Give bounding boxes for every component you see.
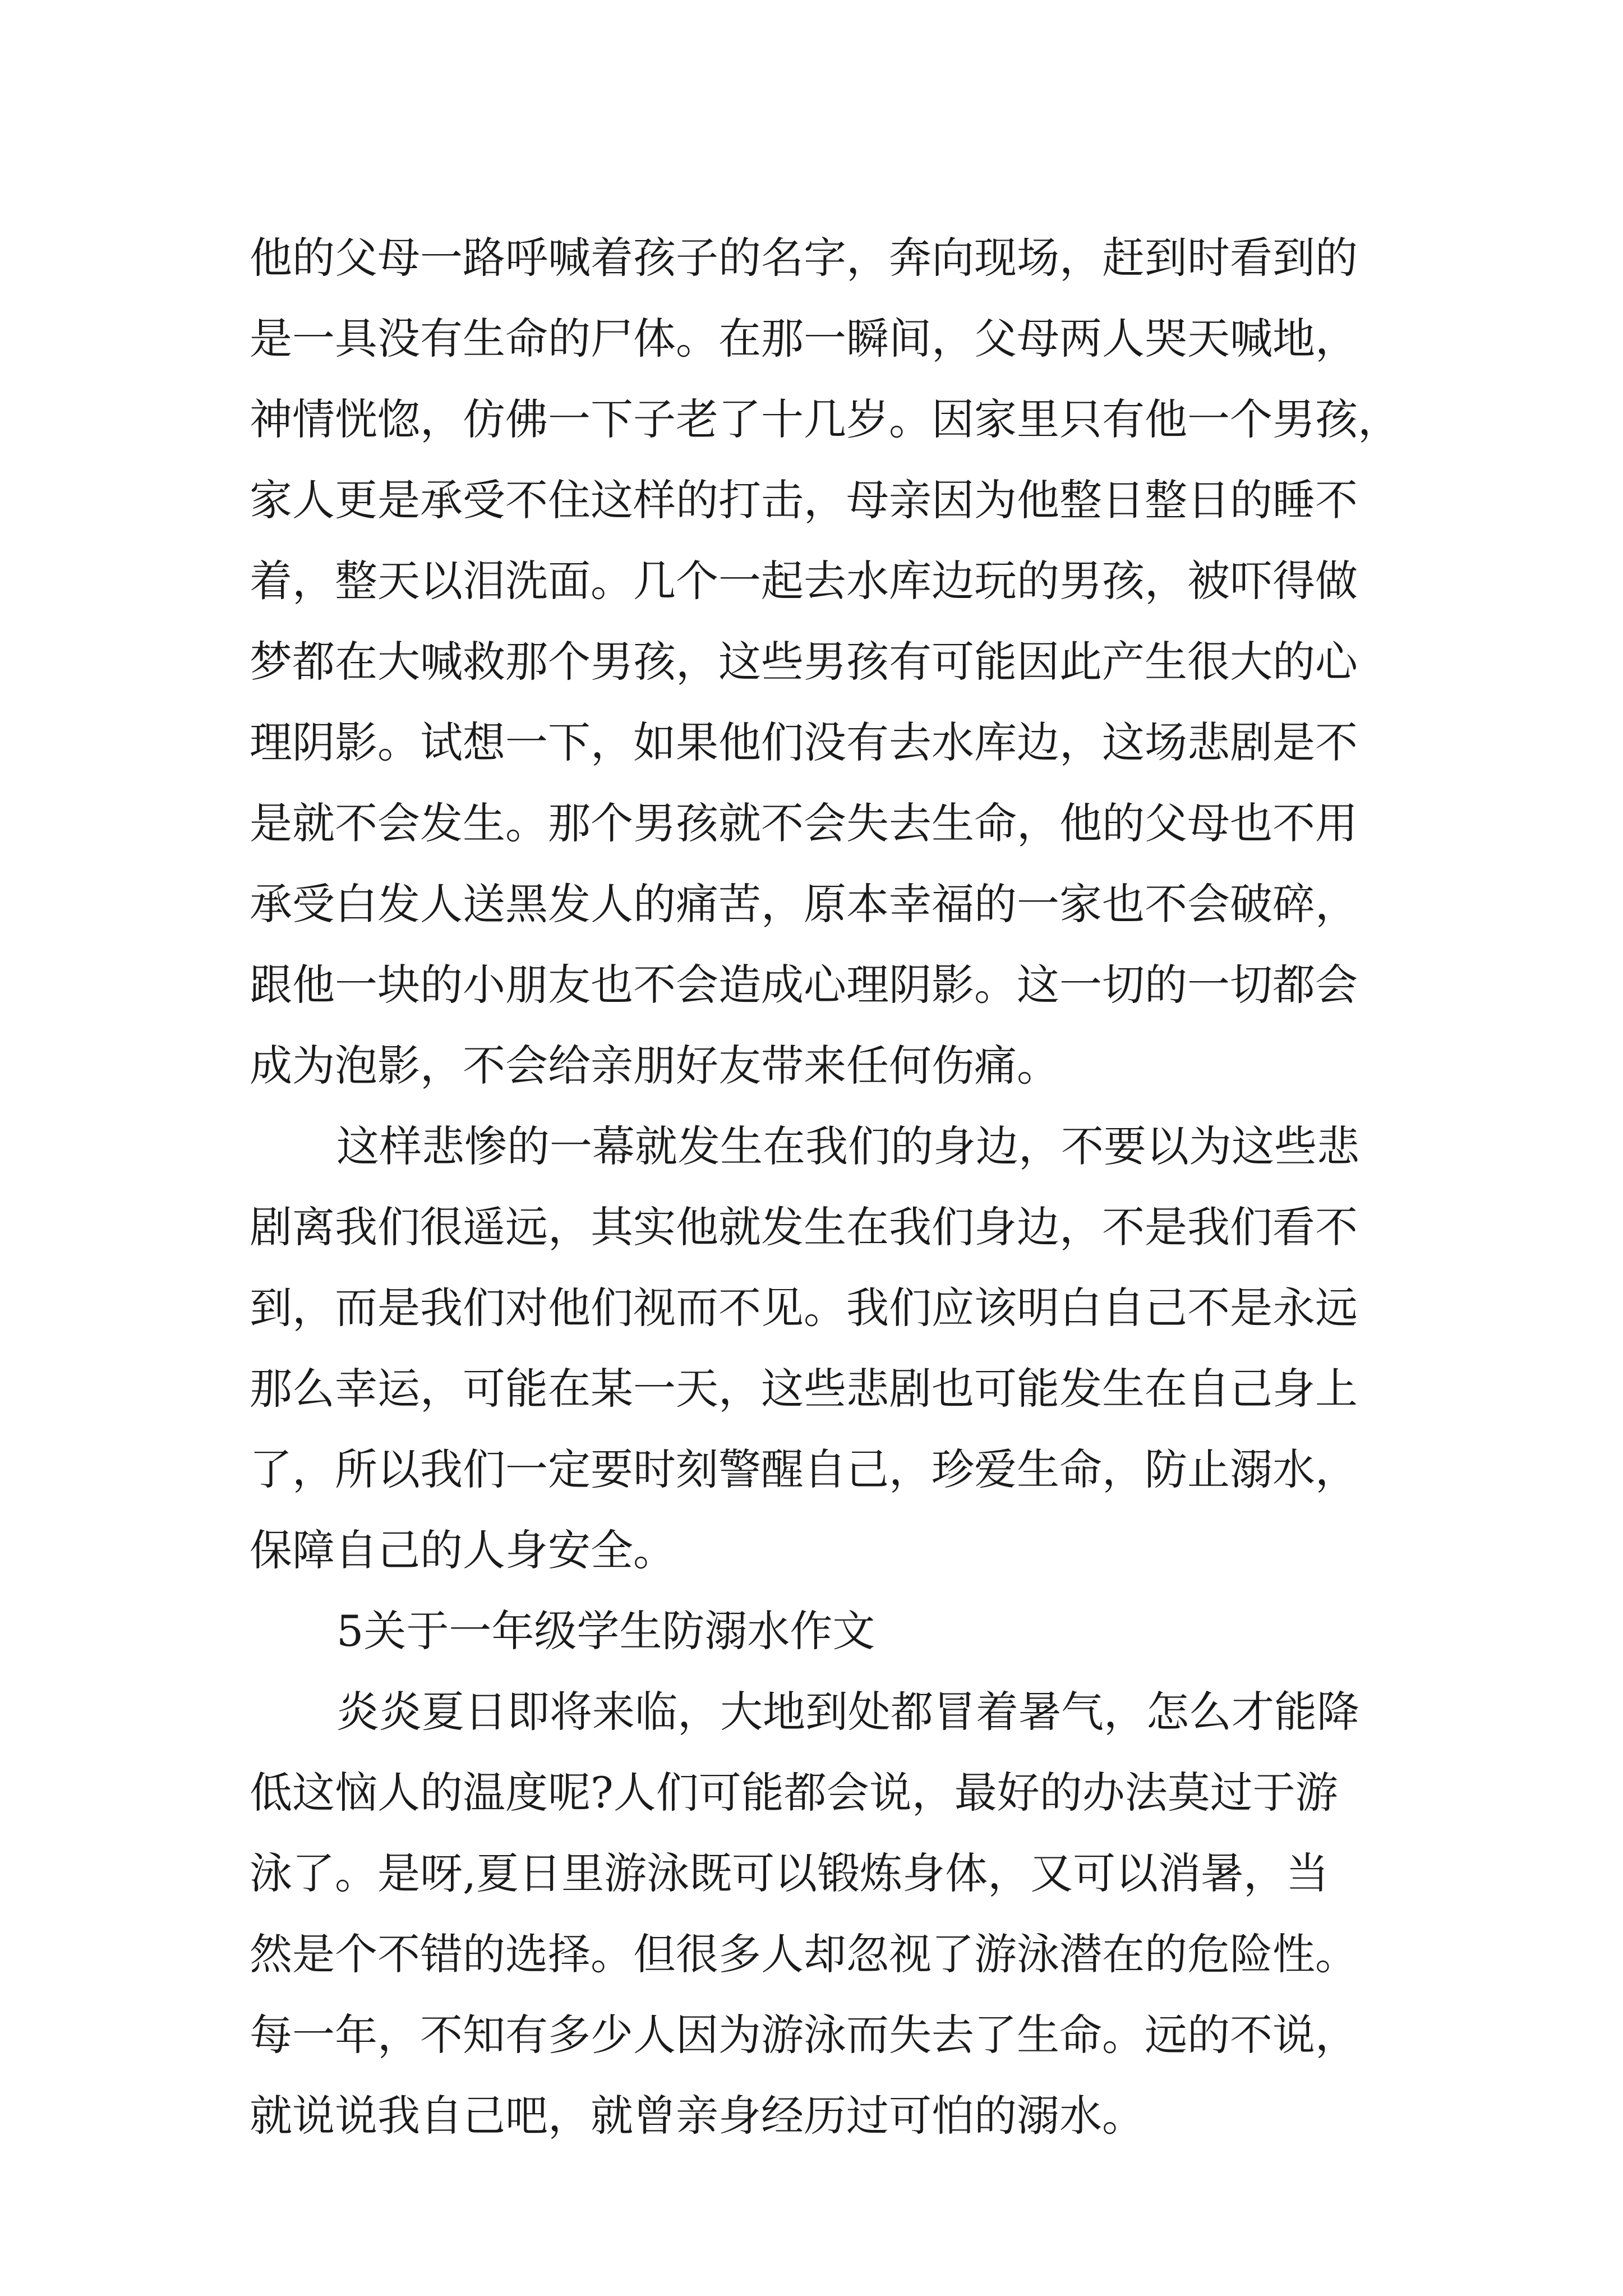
- text-line: 承受白发人送黑发人的痛苦，原本幸福的一家也不会破碎，: [250, 879, 1358, 929]
- text-line: 那么幸运，可能在某一天，这些悲剧也可能发生在自己身上: [250, 1364, 1358, 1414]
- text-line: 低这恼人的温度呢?人们可能都会说，最好的办法莫过于游: [250, 1768, 1338, 1818]
- text-line: 着，整天以泪洗面。几个一起去水库边玩的男孩，被吓得做: [250, 556, 1358, 606]
- text-line: 了，所以我们一定要时刻警醒自己，珍爱生命，防止溺水，: [250, 1444, 1358, 1494]
- text-line: 神情恍惚，仿佛一下子老了十几岁。因家里只有他一个男孩，: [250, 394, 1400, 444]
- text-line: 剧离我们很遥远，其实他就发生在我们身边，不是我们看不: [250, 1202, 1358, 1252]
- section-heading: 5关于一年级学生防溺水作文: [336, 1606, 875, 1656]
- text-line: 梦都在大喊救那个男孩，这些男孩有可能因此产生很大的心: [250, 637, 1358, 687]
- text-line: 每一年，不知有多少人因为游泳而失去了生命。远的不说，: [250, 2010, 1358, 2060]
- text-line: 理阴影。试想一下，如果他们没有去水库边，这场悲剧是不: [250, 717, 1358, 767]
- text-line: 跟他一块的小朋友也不会造成心理阴影。这一切的一切都会: [250, 960, 1358, 1010]
- paragraph-first-line: 炎炎夏日即将来临，大地到处都冒着暑气，怎么才能降: [336, 1687, 1359, 1737]
- text-line: 到，而是我们对他们视而不见。我们应该明白自己不是永远: [250, 1283, 1358, 1333]
- text-line: 他的父母一路呼喊着孩子的名字，奔向现场，赶到时看到的: [250, 233, 1358, 283]
- text-line: 就说说我自己吧，就曾亲身经历过可怕的溺水。: [250, 2091, 1145, 2141]
- text-line: 保障自己的人身安全。: [250, 1525, 676, 1575]
- text-line: 是就不会发生。那个男孩就不会失去生命，他的父母也不用: [250, 798, 1358, 848]
- text-line: 然是个不错的选择。但很多人却忽视了游泳潜在的危险性。: [250, 1929, 1358, 1979]
- text-line: 家人更是承受不住这样的打击，母亲因为他整日整日的睡不: [250, 475, 1358, 525]
- paragraph-first-line: 这样悲惨的一幕就发生在我们的身边，不要以为这些悲: [336, 1121, 1359, 1171]
- text-line: 泳了。是呀,夏日里游泳既可以锻炼身体，又可以消暑，当: [250, 1848, 1329, 1898]
- text-line: 成为泡影，不会给亲朋好友带来任何伤痛。: [250, 1041, 1059, 1091]
- text-line: 是一具没有生命的尸体。在那一瞬间，父母两人哭天喊地，: [250, 314, 1358, 364]
